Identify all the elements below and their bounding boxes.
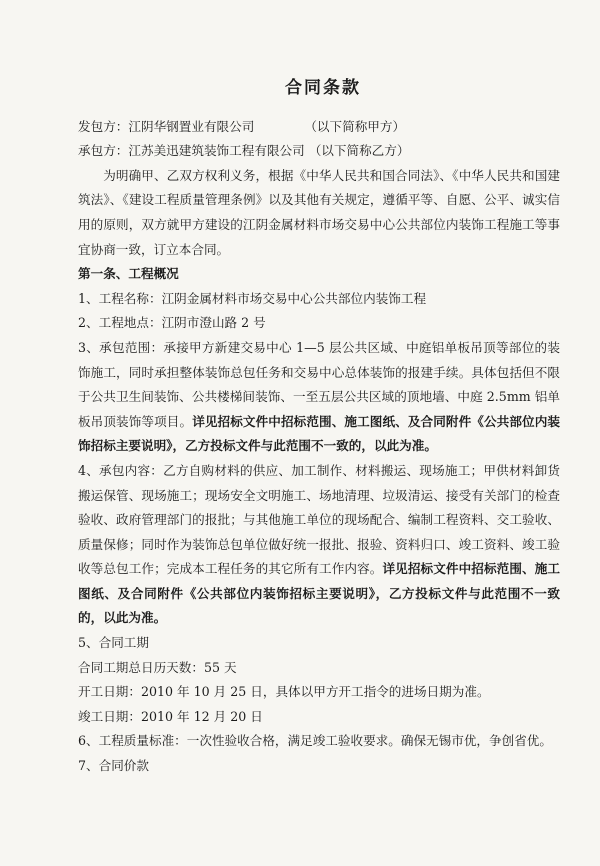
intro-paragraph: 为明确甲、乙双方权利义务，根据《中华人民共和国合同法》、《中华人民共和国建筑法》、《建设工程质量管理条例》以及其他有关规定，遵循平等、自愿、公平、诚实信用的原则，双方就甲方建设的江阴金属材料市场交易中心公共部位内装饰工程施工等事宜协商一致，订立本合同。 <box>78 167 560 257</box>
scope-bold-text: 详见招标文件中招标范围、施工图纸、及合同附件《公共部位内装饰招标主要说明》，乙方投标文件与此范围不一致的，以此为准。 <box>78 413 561 454</box>
quality-standard-item: 6、工程质量标准：一次性验收合格，满足竣工验收要求。确保无锡市优，争创省优。 <box>78 733 552 749</box>
contractor-note: （以下简称乙方） <box>308 143 410 159</box>
scope-text: 3、承包范围：承接甲方新建交易中心 1—5 层公共区域、中庭铝单板吊顶等部位的装饰施工，同时承担整体装饰总包任务和交易中心总体装饰的报建手续。具体包括但不限于公共卫生间装饰、公共楼梯间装饰、一至五层公共区域的顶地墙、中庭 2.5mm 铝单板吊顶装饰等项目。 <box>78 339 560 429</box>
article-1-heading: 第一条、工程概况 <box>78 266 179 282</box>
scope-paragraph <box>78 336 560 459</box>
contract-content-paragraph <box>78 459 560 631</box>
content-text: 4、承包内容：乙方自购材料的供应、加工制作、材料搬运、现场施工；甲供材料卸货搬运保管、现场施工；现场安全文明施工、场地清理、垃圾清运、接受有关部门的检查验收、政府管理部门的报批；与其他施工单位的现场配合、编制工程资料、交工验收、质量保修；同时作为装饰总包单位做好统一报批、报验、资料归口、竣工资料、竣工验收等总包工作；完成本工程任务的其它所有工作内容。 <box>78 462 560 577</box>
finish-date-line: 竣工日期：2010 年 12 月 20 日 <box>78 708 263 724</box>
total-duration-line: 合同工期总日历天数：55 天 <box>78 659 237 675</box>
start-date-line: 开工日期：2010 年 10 月 25 日，具体以甲方开工指令的进场日期为准。 <box>78 684 490 700</box>
project-name-item: 1、工程名称：江阴金属材料市场交易中心公共部位内装饰工程 <box>78 290 427 306</box>
employer-label: 发包方：江阴华钢置业有限公司 <box>78 118 255 134</box>
page-title: 合同条款 <box>285 78 361 98</box>
content-bold-text: 详见招标文件中招标范围、施工图纸、及合同附件《公共部位内装饰招标主要说明》，乙方投标文件与此范围不一致的，以此为准。 <box>78 561 561 626</box>
employer-note: （以下简称甲方） <box>304 118 406 134</box>
duration-heading: 5、合同工期 <box>78 635 149 651</box>
contract-price-heading: 7、合同价款 <box>78 758 149 774</box>
employer-line <box>78 115 560 140</box>
project-location-item: 2、工程地点：江阴市澄山路 2 号 <box>78 315 266 331</box>
contractor-label: 承包方：江苏美迅建筑装饰工程有限公司 <box>78 143 305 159</box>
contractor-line <box>78 139 560 164</box>
